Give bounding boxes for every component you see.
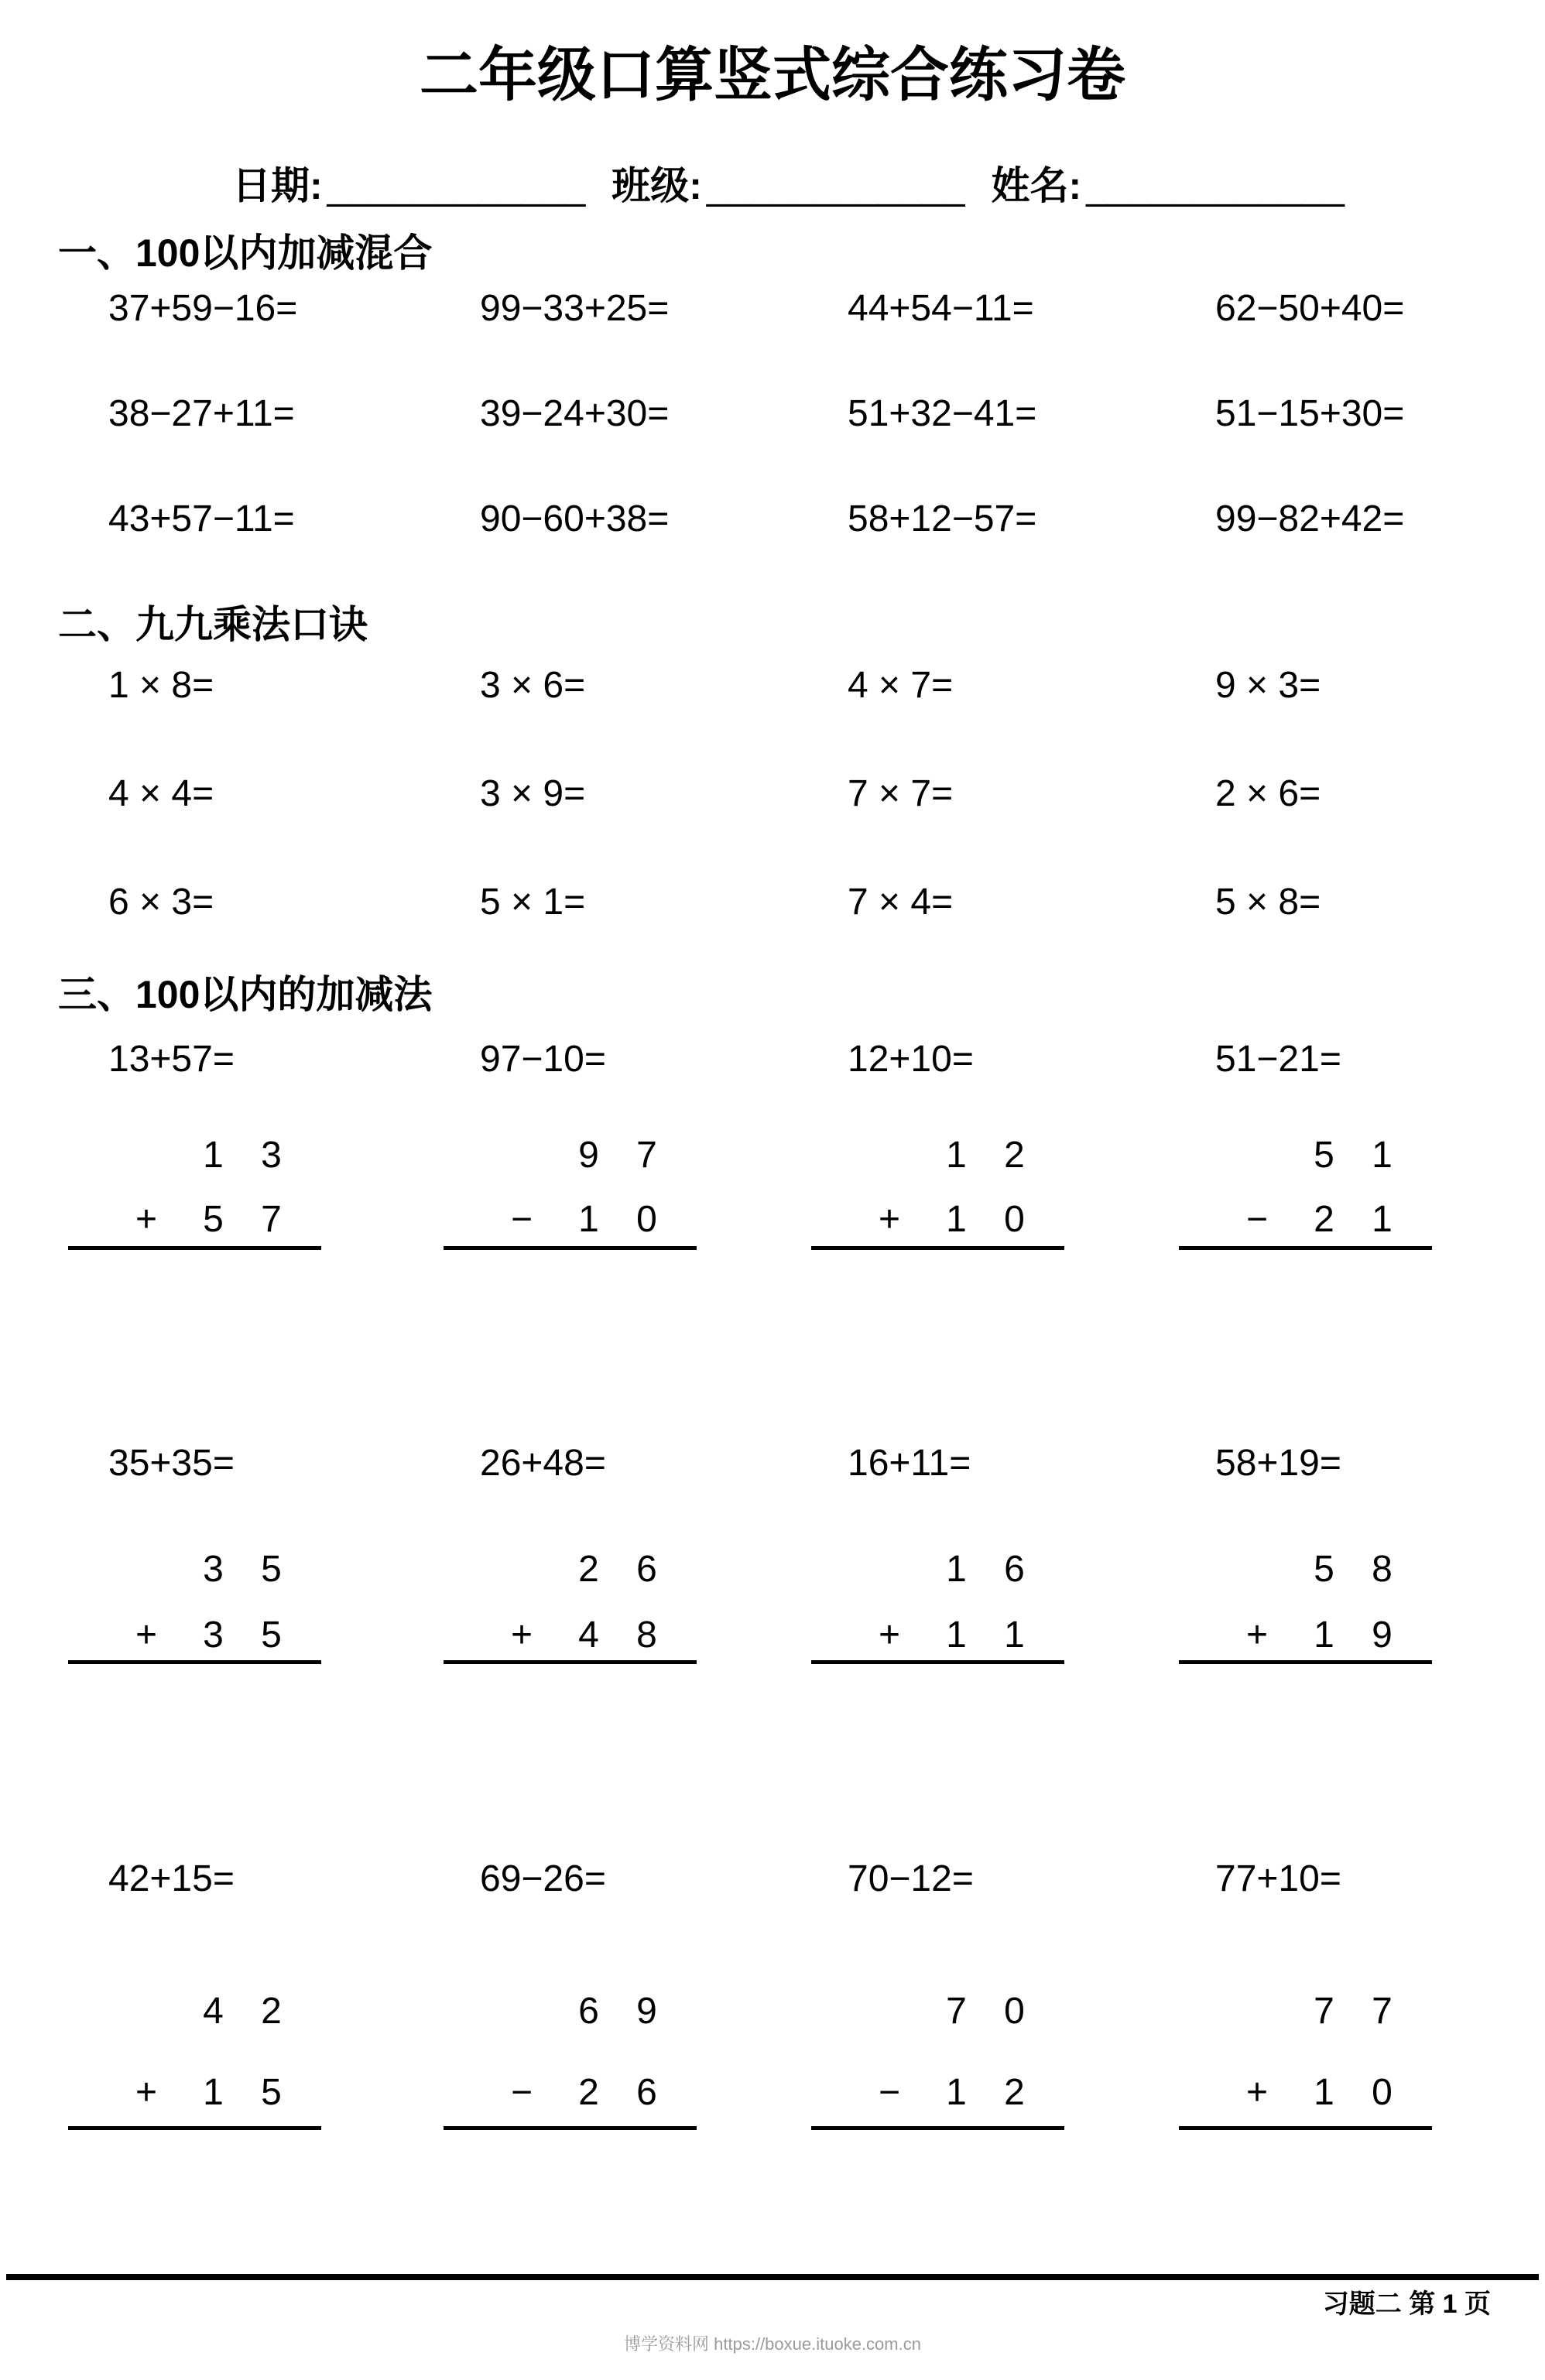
operator: + (1245, 2072, 1268, 2113)
section2-heading: 二、九九乘法口诀 (58, 603, 368, 646)
name-blank-line: ____________ (1086, 164, 1345, 207)
digit: 5 (261, 1549, 282, 1590)
problem-expression: 2 × 6= (1215, 773, 1321, 814)
digit: 1 (946, 1135, 967, 1176)
date-label: 日期: (232, 164, 323, 207)
section3-row1-problems (108, 1041, 1447, 1078)
problem-expression: 1 × 8= (108, 665, 214, 706)
digit: 5 (203, 1199, 224, 1240)
digit: 7 (636, 1135, 657, 1176)
name-label: 姓名: (991, 164, 1082, 207)
digit: 1 (946, 2072, 967, 2113)
operator: + (878, 1199, 900, 1240)
problem-expression: 43+57−11= (108, 498, 295, 539)
digit: 6 (636, 2072, 657, 2113)
digit: 6 (1004, 1549, 1025, 1590)
digit: 8 (1372, 1549, 1393, 1590)
vertical-form (811, 1993, 1064, 2130)
digit: 4 (203, 1991, 224, 2032)
vertical-form (68, 1137, 321, 1250)
operator: − (878, 2072, 900, 2113)
digit: 5 (261, 1615, 282, 1656)
vertical-form (444, 1551, 697, 1664)
problem-expression: 5 × 1= (480, 882, 586, 923)
operator: + (135, 1615, 157, 1656)
operator: − (510, 2072, 533, 2113)
problem-expression: 39−24+30= (480, 393, 670, 434)
section1-problems (108, 290, 1447, 606)
problem-expression: 99−82+42= (1215, 498, 1405, 539)
digit: 6 (636, 1549, 657, 1590)
digit: 1 (203, 2072, 224, 2113)
digit: 2 (578, 2072, 599, 2113)
problem-expression: 62−50+40= (1215, 288, 1405, 329)
problem-expression: 90−60+38= (480, 498, 670, 539)
digit: 1 (578, 1199, 599, 1240)
section3-row3-problems (108, 1858, 1447, 1899)
problem-expression: 97−10= (480, 1039, 606, 1080)
digit: 1 (203, 1135, 224, 1176)
problem-expression: 58+19= (1215, 1443, 1341, 1484)
problem-expression: 37+59−16= (108, 288, 298, 329)
vertical-form (444, 1137, 697, 1250)
problem-expression: 51−21= (1215, 1039, 1341, 1080)
problem-expression: 77+10= (1215, 1858, 1341, 1899)
section1-heading: 一、100以内加减混合 (58, 231, 433, 275)
digit: 9 (578, 1135, 599, 1176)
digit: 5 (1314, 1549, 1334, 1590)
digit: 1 (946, 1199, 967, 1240)
digit: 5 (1314, 1135, 1334, 1176)
digit: 2 (1004, 2072, 1025, 2113)
problem-expression: 7 × 4= (848, 882, 954, 923)
digit: 9 (636, 1991, 657, 2032)
digit: 7 (261, 1199, 282, 1240)
problem-expression: 69−26= (480, 1858, 606, 1899)
digit: 3 (203, 1615, 224, 1656)
digit: 1 (1004, 1615, 1025, 1656)
page-title: 二年级口算竖式综合练习卷 (420, 43, 1125, 108)
digit: 2 (261, 1991, 282, 2032)
digit: 2 (1004, 1135, 1025, 1176)
digit: 3 (261, 1135, 282, 1176)
operator: + (135, 1199, 157, 1240)
problem-expression: 12+10= (848, 1039, 974, 1080)
problem-expression: 9 × 3= (1215, 665, 1321, 706)
operator: + (1245, 1615, 1268, 1656)
operator: + (135, 2072, 157, 2113)
problem-expression: 51−15+30= (1215, 393, 1405, 434)
problem-expression: 58+12−57= (848, 498, 1037, 539)
vertical-form (811, 1551, 1064, 1664)
vertical-form (1179, 1993, 1432, 2130)
section3-heading: 三、100以内的加减法 (58, 973, 433, 1016)
operator: + (878, 1615, 900, 1656)
digit: 0 (1004, 1199, 1025, 1240)
problem-expression: 5 × 8= (1215, 882, 1321, 923)
vertical-form (68, 1993, 321, 2130)
vertical-form (68, 1551, 321, 1664)
digit: 0 (1004, 1991, 1025, 2032)
digit: 0 (1372, 2072, 1393, 2113)
digit: 1 (1314, 1615, 1334, 1656)
digit: 1 (946, 1549, 967, 1590)
digit: 5 (261, 2072, 282, 2113)
problem-expression: 51+32−41= (848, 393, 1037, 434)
vertical-form (1179, 1137, 1432, 1250)
operator: − (1245, 1199, 1268, 1240)
problem-expression: 7 × 7= (848, 773, 954, 814)
vertical-form (444, 1993, 697, 2130)
problem-expression: 13+57= (108, 1039, 235, 1080)
problem-expression: 70−12= (848, 1858, 974, 1899)
problem-expression: 6 × 3= (108, 882, 214, 923)
digit: 1 (1372, 1135, 1393, 1176)
date-blank-line: ____________ (327, 164, 586, 207)
vertical-form (1179, 1551, 1432, 1664)
problem-expression: 16+11= (848, 1443, 971, 1484)
problem-expression: 26+48= (480, 1443, 606, 1484)
vertical-form (811, 1137, 1064, 1250)
class-blank-line: ____________ (706, 164, 965, 207)
section2-problems (108, 667, 1447, 992)
problem-expression: 42+15= (108, 1858, 235, 1899)
digit: 6 (578, 1991, 599, 2032)
student-info-line (232, 166, 1345, 205)
problem-expression: 99−33+25= (480, 288, 670, 329)
digit: 7 (1372, 1991, 1393, 2032)
problem-expression: 38−27+11= (108, 393, 295, 434)
digit: 0 (636, 1199, 657, 1240)
footer-divider-line (6, 2274, 1539, 2280)
footer-page-label: 习题二 第 1 页 (1322, 2289, 1491, 2319)
digit: 2 (578, 1549, 599, 1590)
problem-expression: 3 × 6= (480, 665, 586, 706)
digit: 1 (946, 1615, 967, 1656)
problem-expression: 3 × 9= (480, 773, 586, 814)
digit: 1 (1372, 1199, 1393, 1240)
digit: 9 (1372, 1615, 1393, 1656)
digit: 8 (636, 1615, 657, 1656)
digit: 4 (578, 1615, 599, 1656)
digit: 1 (1314, 2072, 1334, 2113)
watermark-text: 博学资料网 https://boxue.ituoke.com.cn (624, 2334, 921, 2354)
problem-expression: 44+54−11= (848, 288, 1034, 329)
digit: 2 (1314, 1199, 1334, 1240)
operator: + (510, 1615, 533, 1656)
digit: 7 (1314, 1991, 1334, 2032)
operator: − (510, 1199, 533, 1240)
problem-expression: 4 × 4= (108, 773, 214, 814)
digit: 7 (946, 1991, 967, 2032)
class-label: 班级: (611, 164, 702, 207)
section3-row2-problems (108, 1445, 1447, 1482)
problem-expression: 4 × 7= (848, 665, 954, 706)
problem-expression: 35+35= (108, 1443, 235, 1484)
digit: 3 (203, 1549, 224, 1590)
